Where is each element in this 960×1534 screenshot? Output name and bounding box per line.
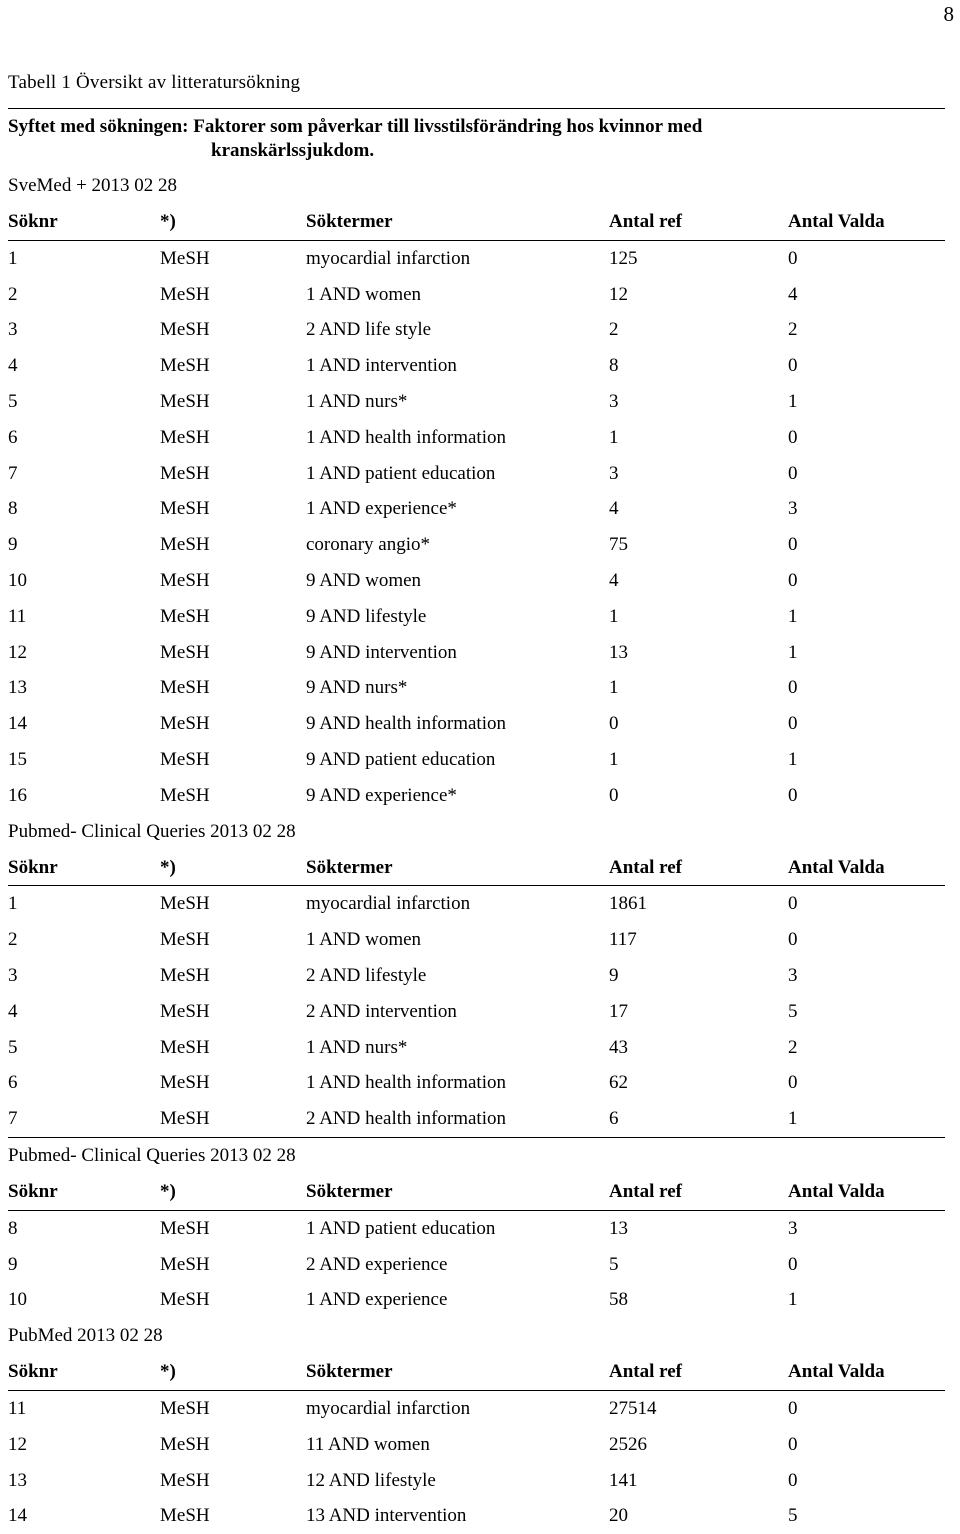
table-header-row bbox=[8, 1354, 945, 1391]
cell-type: MeSH bbox=[160, 462, 210, 484]
cell-search-terms: 9 AND lifestyle bbox=[306, 605, 427, 627]
cell-search-number: 14 bbox=[8, 1505, 27, 1527]
cell-ref-count: 0 bbox=[609, 784, 619, 806]
cell-selected-count: 3 bbox=[788, 498, 798, 520]
cell-type: MeSH bbox=[160, 1253, 210, 1275]
table-caption: Tabell 1 Översikt av litteratursökning bbox=[8, 72, 301, 93]
cell-search-number: 3 bbox=[8, 319, 18, 341]
cell-ref-count: 75 bbox=[609, 534, 628, 556]
cell-search-terms: 1 AND patient education bbox=[306, 462, 496, 484]
table-row bbox=[8, 1065, 945, 1101]
cell-ref-count: 20 bbox=[609, 1505, 628, 1527]
column-header-selected-count: Antal Valda bbox=[788, 1180, 885, 1202]
cell-search-terms: 9 AND health information bbox=[306, 713, 506, 735]
cell-search-number: 4 bbox=[8, 355, 18, 377]
cell-ref-count: 3 bbox=[609, 390, 619, 412]
purpose-text-line1: Faktorer som påverkar till livsstilsförändring hos kvinnor med bbox=[193, 116, 703, 137]
cell-search-number: 6 bbox=[8, 426, 18, 448]
column-header-search-terms: Söktermer bbox=[306, 211, 393, 232]
cell-search-number: 13 bbox=[8, 677, 27, 699]
cell-selected-count: 0 bbox=[788, 355, 798, 377]
cell-search-number: 9 bbox=[8, 534, 18, 556]
database-title: PubMed 2013 02 28 bbox=[8, 1325, 163, 1347]
cell-search-terms: 1 AND health information bbox=[306, 1072, 506, 1094]
cell-type: MeSH bbox=[160, 390, 210, 412]
cell-type: MeSH bbox=[160, 929, 210, 951]
cell-search-terms: 2 AND health information bbox=[306, 1108, 506, 1130]
cell-selected-count: 5 bbox=[788, 1505, 798, 1527]
cell-type: MeSH bbox=[160, 748, 210, 770]
column-header-search-number: Söknr bbox=[8, 1361, 58, 1383]
cell-ref-count: 8 bbox=[609, 355, 619, 377]
cell-selected-count: 0 bbox=[788, 534, 798, 556]
cell-type: MeSH bbox=[160, 1397, 210, 1419]
cell-search-terms: myocardial infarction bbox=[306, 1397, 471, 1419]
cell-type: MeSH bbox=[160, 784, 210, 806]
cell-ref-count: 141 bbox=[609, 1469, 638, 1491]
cell-search-number: 5 bbox=[8, 390, 18, 412]
cell-search-number: 12 bbox=[8, 1433, 27, 1455]
cell-type: MeSH bbox=[160, 1469, 210, 1491]
cell-search-terms: 2 AND life style bbox=[306, 319, 432, 341]
cell-search-number: 4 bbox=[8, 1000, 18, 1022]
cell-search-terms: 1 AND health information bbox=[306, 426, 506, 448]
database-title: SveMed + 2013 02 28 bbox=[8, 175, 178, 196]
cell-selected-count: 0 bbox=[788, 1072, 798, 1094]
cell-ref-count: 9 bbox=[609, 964, 619, 986]
cell-search-number: 10 bbox=[8, 1289, 27, 1311]
cell-ref-count: 13 bbox=[609, 641, 628, 663]
cell-selected-count: 1 bbox=[788, 1289, 798, 1311]
cell-selected-count: 0 bbox=[788, 929, 798, 951]
top-rule bbox=[8, 108, 945, 109]
cell-search-number: 13 bbox=[8, 1469, 27, 1491]
column-header-type: *) bbox=[160, 856, 176, 878]
cell-ref-count: 4 bbox=[609, 498, 619, 520]
cell-search-terms: 9 AND women bbox=[306, 569, 422, 591]
cell-type: MeSH bbox=[160, 1433, 210, 1455]
column-header-search-number: Söknr bbox=[8, 211, 58, 232]
cell-selected-count: 0 bbox=[788, 784, 798, 806]
cell-ref-count: 4 bbox=[609, 569, 619, 591]
column-header-ref-count: Antal ref bbox=[609, 856, 682, 878]
cell-search-terms: 1 AND women bbox=[306, 283, 422, 305]
cell-selected-count: 0 bbox=[788, 1469, 798, 1491]
table-row bbox=[8, 958, 945, 994]
column-header-search-terms: Söktermer bbox=[306, 1361, 393, 1383]
column-header-search-number: Söknr bbox=[8, 856, 58, 878]
cell-ref-count: 1 bbox=[609, 748, 619, 770]
cell-search-number: 7 bbox=[8, 462, 18, 484]
cell-selected-count: 0 bbox=[788, 713, 798, 735]
cell-search-number: 1 bbox=[8, 893, 18, 915]
cell-search-number: 10 bbox=[8, 569, 27, 591]
database-title: Pubmed- Clinical Queries 2013 02 28 bbox=[8, 820, 296, 842]
table-row bbox=[8, 1282, 945, 1318]
column-header-search-terms: Söktermer bbox=[306, 1180, 393, 1202]
cell-ref-count: 5 bbox=[609, 1253, 619, 1275]
purpose-label: Syftet med sökningen: bbox=[8, 116, 189, 137]
table-row bbox=[8, 384, 945, 420]
cell-search-terms: 1 AND nurs* bbox=[306, 390, 408, 412]
table-row bbox=[8, 348, 945, 384]
cell-type: MeSH bbox=[160, 1217, 210, 1239]
column-header-selected-count: Antal Valda bbox=[788, 1361, 885, 1383]
table-row bbox=[8, 1463, 945, 1499]
table-row bbox=[8, 1211, 945, 1247]
table-row bbox=[8, 491, 945, 527]
cell-type: MeSH bbox=[160, 605, 210, 627]
cell-selected-count: 3 bbox=[788, 1217, 798, 1239]
cell-ref-count: 2526 bbox=[609, 1433, 647, 1455]
database-title: Pubmed- Clinical Queries 2013 02 28 bbox=[8, 1144, 296, 1166]
cell-search-number: 2 bbox=[8, 929, 18, 951]
table-header-row bbox=[8, 850, 945, 887]
column-header-search-terms: Söktermer bbox=[306, 856, 393, 878]
cell-search-terms: 9 AND nurs* bbox=[306, 677, 408, 699]
cell-selected-count: 0 bbox=[788, 677, 798, 699]
table-row bbox=[8, 635, 945, 671]
cell-type: MeSH bbox=[160, 1289, 210, 1311]
table-row bbox=[8, 277, 945, 313]
cell-ref-count: 0 bbox=[609, 713, 619, 735]
cell-selected-count: 1 bbox=[788, 605, 798, 627]
cell-search-number: 15 bbox=[8, 748, 27, 770]
cell-type: MeSH bbox=[160, 1000, 210, 1022]
column-header-selected-count: Antal Valda bbox=[788, 856, 885, 878]
cell-search-number: 14 bbox=[8, 713, 27, 735]
cell-ref-count: 117 bbox=[609, 929, 637, 951]
cell-selected-count: 2 bbox=[788, 1036, 798, 1058]
cell-search-terms: 9 AND intervention bbox=[306, 641, 457, 663]
cell-search-terms: 13 AND intervention bbox=[306, 1505, 467, 1527]
cell-search-number: 11 bbox=[8, 605, 27, 627]
cell-search-terms: 9 AND experience* bbox=[306, 784, 457, 806]
table-row bbox=[8, 742, 945, 778]
cell-search-terms: 1 AND experience bbox=[306, 1289, 448, 1311]
column-header-ref-count: Antal ref bbox=[609, 1361, 682, 1383]
table-row bbox=[8, 563, 945, 599]
table-row bbox=[8, 241, 945, 277]
table-row bbox=[8, 706, 945, 742]
cell-type: MeSH bbox=[160, 1505, 210, 1527]
column-header-ref-count: Antal ref bbox=[609, 1180, 682, 1202]
table-header-row bbox=[8, 1174, 945, 1211]
cell-search-terms: myocardial infarction bbox=[306, 893, 471, 915]
table-row bbox=[8, 922, 945, 958]
cell-ref-count: 27514 bbox=[609, 1397, 657, 1419]
cell-type: MeSH bbox=[160, 677, 210, 699]
cell-type: MeSH bbox=[160, 426, 210, 448]
cell-type: MeSH bbox=[160, 713, 210, 735]
cell-ref-count: 1 bbox=[609, 426, 619, 448]
cell-selected-count: 0 bbox=[788, 426, 798, 448]
cell-ref-count: 62 bbox=[609, 1072, 628, 1094]
cell-search-terms: 1 AND nurs* bbox=[306, 1036, 408, 1058]
cell-type: MeSH bbox=[160, 247, 210, 269]
cell-ref-count: 43 bbox=[609, 1036, 628, 1058]
cell-type: MeSH bbox=[160, 283, 210, 305]
cell-ref-count: 1861 bbox=[609, 893, 647, 915]
cell-type: MeSH bbox=[160, 1036, 210, 1058]
cell-selected-count: 0 bbox=[788, 1253, 798, 1275]
column-header-ref-count: Antal ref bbox=[609, 211, 682, 232]
cell-type: MeSH bbox=[160, 534, 210, 556]
cell-type: MeSH bbox=[160, 893, 210, 915]
cell-ref-count: 1 bbox=[609, 605, 619, 627]
table-row bbox=[8, 994, 945, 1030]
table-row bbox=[8, 1391, 945, 1427]
cell-search-number: 3 bbox=[8, 964, 18, 986]
cell-ref-count: 58 bbox=[609, 1289, 628, 1311]
cell-search-terms: 11 AND women bbox=[306, 1433, 430, 1455]
cell-ref-count: 2 bbox=[609, 319, 619, 341]
search-purpose bbox=[8, 115, 808, 139]
cell-selected-count: 1 bbox=[788, 641, 798, 663]
cell-selected-count: 2 bbox=[788, 319, 798, 341]
table-row bbox=[8, 1030, 945, 1066]
cell-search-number: 1 bbox=[8, 247, 18, 269]
table-row bbox=[8, 1427, 945, 1463]
table-row bbox=[8, 312, 945, 348]
cell-type: MeSH bbox=[160, 569, 210, 591]
cell-search-terms: 2 AND lifestyle bbox=[306, 964, 427, 986]
cell-search-terms: 1 AND experience* bbox=[306, 498, 457, 520]
cell-search-terms: 2 AND intervention bbox=[306, 1000, 457, 1022]
literature-search-table bbox=[8, 168, 945, 1534]
cell-search-number: 9 bbox=[8, 1253, 18, 1275]
cell-selected-count: 1 bbox=[788, 1108, 798, 1130]
cell-selected-count: 0 bbox=[788, 247, 798, 269]
cell-selected-count: 0 bbox=[788, 893, 798, 915]
table-row bbox=[8, 1101, 945, 1138]
cell-search-terms: 12 AND lifestyle bbox=[306, 1469, 436, 1491]
cell-selected-count: 0 bbox=[788, 1397, 798, 1419]
cell-ref-count: 6 bbox=[609, 1108, 619, 1130]
cell-type: MeSH bbox=[160, 1108, 210, 1130]
column-header-selected-count: Antal Valda bbox=[788, 211, 885, 232]
table-row bbox=[8, 1247, 945, 1283]
cell-selected-count: 3 bbox=[788, 964, 798, 986]
table-row bbox=[8, 527, 945, 563]
cell-type: MeSH bbox=[160, 355, 210, 377]
table-header-row bbox=[8, 204, 945, 241]
cell-ref-count: 125 bbox=[609, 247, 638, 269]
purpose-text-line2: kranskärlssjukdom. bbox=[211, 140, 375, 161]
cell-search-terms: myocardial infarction bbox=[306, 247, 471, 269]
cell-selected-count: 4 bbox=[788, 283, 798, 305]
column-header-type: *) bbox=[160, 211, 176, 232]
cell-search-number: 7 bbox=[8, 1108, 18, 1130]
cell-search-terms: 1 AND patient education bbox=[306, 1217, 496, 1239]
column-header-type: *) bbox=[160, 1361, 176, 1383]
cell-search-terms: 1 AND intervention bbox=[306, 355, 457, 377]
table-row bbox=[8, 456, 945, 492]
table-row bbox=[8, 778, 945, 814]
table-row bbox=[8, 670, 945, 706]
table-row bbox=[8, 1498, 945, 1534]
cell-ref-count: 12 bbox=[609, 283, 628, 305]
table-row bbox=[8, 599, 945, 635]
cell-type: MeSH bbox=[160, 964, 210, 986]
cell-search-number: 6 bbox=[8, 1072, 18, 1094]
table-row bbox=[8, 886, 945, 922]
cell-selected-count: 5 bbox=[788, 1000, 798, 1022]
cell-selected-count: 0 bbox=[788, 1433, 798, 1455]
column-header-search-number: Söknr bbox=[8, 1180, 58, 1202]
cell-ref-count: 1 bbox=[609, 677, 619, 699]
cell-search-number: 11 bbox=[8, 1397, 27, 1419]
cell-ref-count: 17 bbox=[609, 1000, 628, 1022]
cell-type: MeSH bbox=[160, 319, 210, 341]
cell-search-number: 12 bbox=[8, 641, 27, 663]
cell-type: MeSH bbox=[160, 1072, 210, 1094]
column-header-type: *) bbox=[160, 1180, 176, 1202]
cell-search-terms: 2 AND experience bbox=[306, 1253, 448, 1275]
table-row bbox=[8, 420, 945, 456]
cell-search-number: 8 bbox=[8, 1217, 18, 1239]
cell-selected-count: 1 bbox=[788, 748, 798, 770]
cell-search-terms: coronary angio* bbox=[306, 534, 430, 556]
cell-ref-count: 13 bbox=[609, 1217, 628, 1239]
cell-search-number: 5 bbox=[8, 1036, 18, 1058]
cell-search-terms: 1 AND women bbox=[306, 929, 422, 951]
cell-search-number: 8 bbox=[8, 498, 18, 520]
cell-search-number: 16 bbox=[8, 784, 27, 806]
cell-selected-count: 1 bbox=[788, 390, 798, 412]
cell-search-terms: 9 AND patient education bbox=[306, 748, 496, 770]
cell-ref-count: 3 bbox=[609, 462, 619, 484]
cell-search-number: 2 bbox=[8, 283, 18, 305]
cell-selected-count: 0 bbox=[788, 462, 798, 484]
cell-type: MeSH bbox=[160, 498, 210, 520]
cell-selected-count: 0 bbox=[788, 569, 798, 591]
cell-type: MeSH bbox=[160, 641, 210, 663]
page-number: 8 bbox=[943, 2, 954, 26]
